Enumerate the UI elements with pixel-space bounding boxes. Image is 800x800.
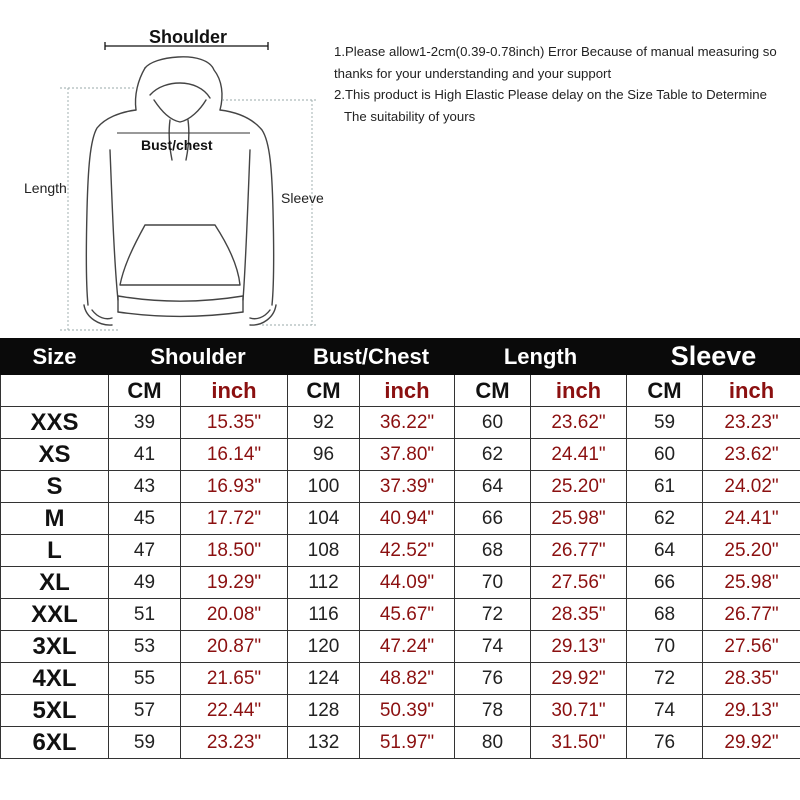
length-in-cell: 30.71" <box>531 695 627 727</box>
size-cell: XL <box>1 567 109 599</box>
header-length: Length <box>455 339 627 375</box>
size-cell: L <box>1 535 109 567</box>
hoodie-outline-illustration <box>0 0 330 335</box>
shoulder-in-cell: 15.35" <box>181 407 288 439</box>
measurement-notes <box>334 41 800 127</box>
shoulder-cm-cell: 51 <box>109 599 181 631</box>
unit-inch: inch <box>703 375 800 407</box>
length-cm-cell: 60 <box>455 407 531 439</box>
length-in-cell: 26.77" <box>531 535 627 567</box>
bust-in-cell: 37.80" <box>360 439 455 471</box>
bust-in-cell: 36.22" <box>360 407 455 439</box>
shoulder-label: Shoulder <box>149 27 228 47</box>
size-chart-table <box>0 338 800 759</box>
table-row <box>1 663 800 695</box>
sleeve-cm-cell: 70 <box>627 631 703 663</box>
bust-in-cell: 40.94" <box>360 503 455 535</box>
length-in-cell: 25.98" <box>531 503 627 535</box>
note-line: The suitability of yours <box>344 108 476 124</box>
bust-cm-cell: 112 <box>288 567 360 599</box>
shoulder-in-cell: 20.87" <box>181 631 288 663</box>
length-in-cell: 24.41" <box>531 439 627 471</box>
header-size: Size <box>1 339 109 375</box>
shoulder-cm-cell: 45 <box>109 503 181 535</box>
sleeve-cm-cell: 64 <box>627 535 703 567</box>
sleeve-in-cell: 24.02" <box>703 471 800 503</box>
bust-cm-cell: 96 <box>288 439 360 471</box>
length-in-cell: 29.13" <box>531 631 627 663</box>
table-row <box>1 727 800 759</box>
shoulder-cm-cell: 57 <box>109 695 181 727</box>
length-in-cell: 29.92" <box>531 663 627 695</box>
unit-cm: CM <box>627 375 703 407</box>
shoulder-in-cell: 23.23" <box>181 727 288 759</box>
shoulder-cm-cell: 39 <box>109 407 181 439</box>
shoulder-cm-cell: 49 <box>109 567 181 599</box>
bust-label: Bust/chest <box>141 137 213 153</box>
length-cm-cell: 72 <box>455 599 531 631</box>
sleeve-in-cell: 28.35" <box>703 663 800 695</box>
unit-cm: CM <box>109 375 181 407</box>
shoulder-in-cell: 19.29" <box>181 567 288 599</box>
shoulder-in-cell: 22.44" <box>181 695 288 727</box>
sleeve-in-cell: 23.62" <box>703 439 800 471</box>
bust-in-cell: 37.39" <box>360 471 455 503</box>
bust-cm-cell: 92 <box>288 407 360 439</box>
size-cell: M <box>1 503 109 535</box>
length-cm-cell: 80 <box>455 727 531 759</box>
table-row <box>1 535 800 567</box>
length-in-cell: 31.50" <box>531 727 627 759</box>
size-cell: 6XL <box>1 727 109 759</box>
shoulder-cm-cell: 59 <box>109 727 181 759</box>
sleeve-cm-cell: 76 <box>627 727 703 759</box>
length-in-cell: 27.56" <box>531 567 627 599</box>
sleeve-cm-cell: 61 <box>627 471 703 503</box>
sleeve-cm-cell: 74 <box>627 695 703 727</box>
shoulder-cm-cell: 53 <box>109 631 181 663</box>
sleeve-in-cell: 23.23" <box>703 407 800 439</box>
size-cell: XS <box>1 439 109 471</box>
sleeve-label: Sleeve <box>281 190 324 206</box>
sleeve-cm-cell: 72 <box>627 663 703 695</box>
header-sleeve: Sleeve <box>627 339 800 375</box>
length-cm-cell: 78 <box>455 695 531 727</box>
header-bust: Bust/Chest <box>288 339 455 375</box>
shoulder-in-cell: 20.08" <box>181 599 288 631</box>
sleeve-cm-cell: 60 <box>627 439 703 471</box>
shoulder-in-cell: 16.93" <box>181 471 288 503</box>
bust-in-cell: 50.39" <box>360 695 455 727</box>
table-row <box>1 631 800 663</box>
bust-cm-cell: 128 <box>288 695 360 727</box>
table-row <box>1 503 800 535</box>
bust-cm-cell: 124 <box>288 663 360 695</box>
unit-empty <box>1 375 109 407</box>
table-row <box>1 567 800 599</box>
bust-cm-cell: 104 <box>288 503 360 535</box>
sleeve-in-cell: 29.92" <box>703 727 800 759</box>
bust-cm-cell: 108 <box>288 535 360 567</box>
table-row <box>1 599 800 631</box>
bust-cm-cell: 100 <box>288 471 360 503</box>
size-cell: S <box>1 471 109 503</box>
bust-in-cell: 51.97" <box>360 727 455 759</box>
length-label: Length <box>24 180 67 196</box>
shoulder-cm-cell: 55 <box>109 663 181 695</box>
size-cell: 4XL <box>1 663 109 695</box>
table-row <box>1 439 800 471</box>
length-cm-cell: 62 <box>455 439 531 471</box>
sleeve-in-cell: 25.20" <box>703 535 800 567</box>
sleeve-in-cell: 29.13" <box>703 695 800 727</box>
table-header-row <box>1 339 800 375</box>
bust-cm-cell: 120 <box>288 631 360 663</box>
sleeve-in-cell: 24.41" <box>703 503 800 535</box>
sleeve-in-cell: 27.56" <box>703 631 800 663</box>
shoulder-cm-cell: 43 <box>109 471 181 503</box>
sleeve-in-cell: 26.77" <box>703 599 800 631</box>
size-cell: XXS <box>1 407 109 439</box>
sleeve-cm-cell: 66 <box>627 567 703 599</box>
shoulder-in-cell: 21.65" <box>181 663 288 695</box>
table-row <box>1 471 800 503</box>
note-line: 2.This product is High Elastic Please delay on the Size Table to Determine <box>334 87 767 103</box>
unit-inch: inch <box>181 375 288 407</box>
bust-in-cell: 42.52" <box>360 535 455 567</box>
note-line: thanks for your understanding and your support <box>334 65 612 81</box>
bust-cm-cell: 132 <box>288 727 360 759</box>
length-cm-cell: 76 <box>455 663 531 695</box>
shoulder-cm-cell: 41 <box>109 439 181 471</box>
bust-in-cell: 47.24" <box>360 631 455 663</box>
unit-inch: inch <box>360 375 455 407</box>
length-in-cell: 28.35" <box>531 599 627 631</box>
length-in-cell: 25.20" <box>531 471 627 503</box>
bust-in-cell: 44.09" <box>360 567 455 599</box>
sleeve-cm-cell: 68 <box>627 599 703 631</box>
length-cm-cell: 66 <box>455 503 531 535</box>
header-shoulder: Shoulder <box>109 339 288 375</box>
shoulder-cm-cell: 47 <box>109 535 181 567</box>
length-cm-cell: 70 <box>455 567 531 599</box>
table-unit-row <box>1 375 800 407</box>
bust-cm-cell: 116 <box>288 599 360 631</box>
unit-inch: inch <box>531 375 627 407</box>
bust-in-cell: 48.82" <box>360 663 455 695</box>
table-row <box>1 695 800 727</box>
length-in-cell: 23.62" <box>531 407 627 439</box>
length-cm-cell: 74 <box>455 631 531 663</box>
note-line: 1.Please allow1-2cm(0.39-0.78inch) Error Because of manual measuring so <box>334 44 777 59</box>
size-cell: 3XL <box>1 631 109 663</box>
shoulder-in-cell: 17.72" <box>181 503 288 535</box>
unit-cm: CM <box>288 375 360 407</box>
size-cell: XXL <box>1 599 109 631</box>
sleeve-cm-cell: 62 <box>627 503 703 535</box>
size-cell: 5XL <box>1 695 109 727</box>
bust-in-cell: 45.67" <box>360 599 455 631</box>
length-cm-cell: 68 <box>455 535 531 567</box>
length-cm-cell: 64 <box>455 471 531 503</box>
sleeve-in-cell: 25.98" <box>703 567 800 599</box>
size-rows <box>1 407 800 759</box>
table-row <box>1 407 800 439</box>
sleeve-cm-cell: 59 <box>627 407 703 439</box>
unit-cm: CM <box>455 375 531 407</box>
shoulder-in-cell: 18.50" <box>181 535 288 567</box>
shoulder-in-cell: 16.14" <box>181 439 288 471</box>
